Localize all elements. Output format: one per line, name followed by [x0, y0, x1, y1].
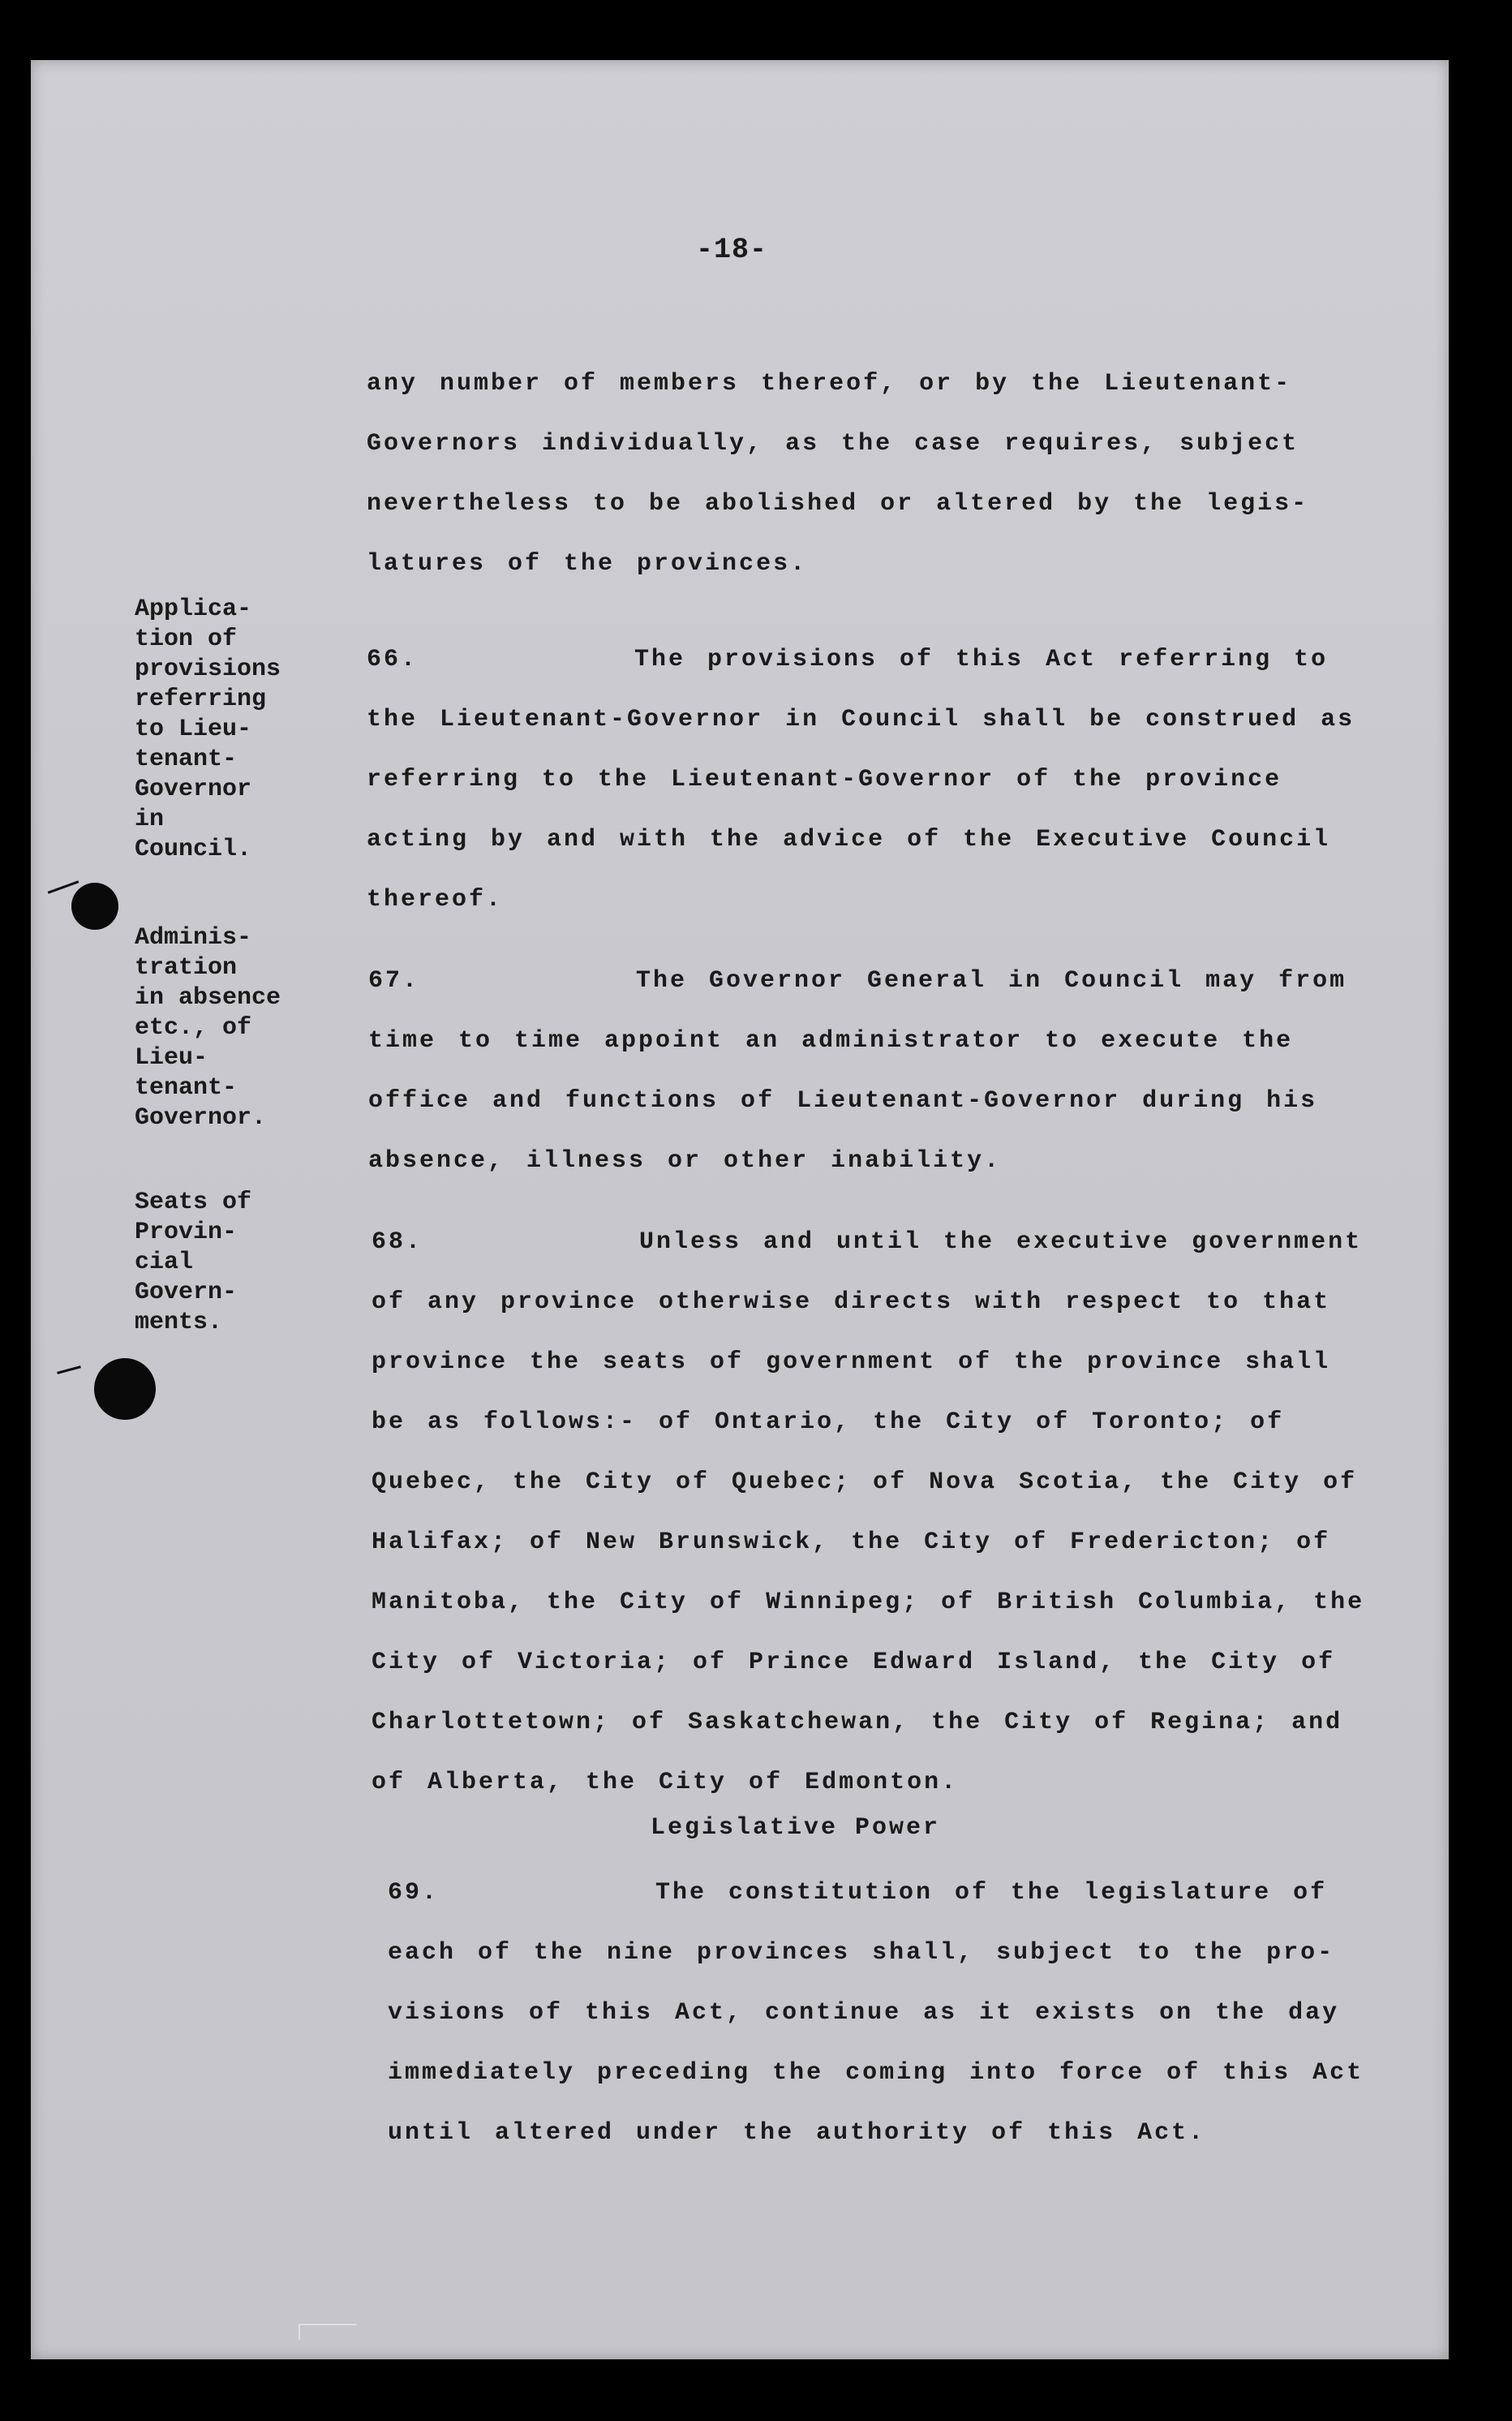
- margin-note-68: Seats of Provin- cial Govern- ments.: [135, 1189, 252, 1336]
- section-68: [372, 1212, 1369, 1813]
- section-number-68: 68.: [372, 1228, 423, 1256]
- opening-paragraph: any number of members thereof, or by the Lieutenant-Governors individually, as the case requires, subject nevertheless to be abolished or altered by the legis-latures of the provinces.: [367, 370, 1309, 578]
- ink-mark-top: [48, 880, 79, 894]
- document-page: [31, 60, 1449, 2359]
- section-67: [368, 951, 1366, 1191]
- section-text-69: The constitution of the legislature of each of the nine provinces shall, subject to the pro-visions of this Act, continue as it exists on the day immediately preceding the coming into force of this Act until altered under the authority of this Act.: [388, 1879, 1364, 2147]
- ink-mark-bottom: [57, 1365, 81, 1374]
- margin-note-66: Applica- tion of provisions referring to Lieu- tenant- Governor in Council.: [135, 596, 281, 863]
- section-number-66: 66.: [367, 646, 419, 673]
- section-text-66: The provisions of this Act referring to the Lieutenant-Governor in Council shall be construed as referring to the Lieutenant-Governor of the province acting by and with the advice of the Executive Council thereof.: [367, 646, 1355, 914]
- section-number-69: 69.: [388, 1879, 440, 1907]
- page-number: -18-: [696, 234, 768, 266]
- section-text-67: The Governor General in Council may from time to time appoint an administrator to execute the office and functions of Lieutenant-Governor during his absence, illness or other inability.: [368, 967, 1347, 1175]
- section-69: [388, 1863, 1385, 2163]
- heading-legislative-power: Legislative Power: [651, 1814, 941, 1842]
- punch-hole-bottom: [94, 1358, 156, 1420]
- section-66: [367, 630, 1364, 930]
- section-number-67: 67.: [368, 967, 420, 995]
- section-text-68: Unless and until the executive government of any province otherwise directs with respect to that province the seats of government of the province shall be as follows:- of Ontario, the City of Toronto; of Quebec, the City of Quebec; of Nova Scotia, the City of Halifax; of New Brunswick, the City of Fredericton; of Manitoba, the City of Winnipeg; of British Columbia, the City of Victoria; of Prince Edward Island, the City of Charlottetown; of Saskatchewan, the City of Regina; and of Alberta, the City of Edmonton.: [372, 1228, 1365, 1796]
- punch-hole-top: [71, 883, 118, 930]
- edge-mark: [299, 2324, 357, 2340]
- margin-note-67: Adminis- tration in absence etc., of Lieu- tenant- Governor.: [135, 924, 281, 1132]
